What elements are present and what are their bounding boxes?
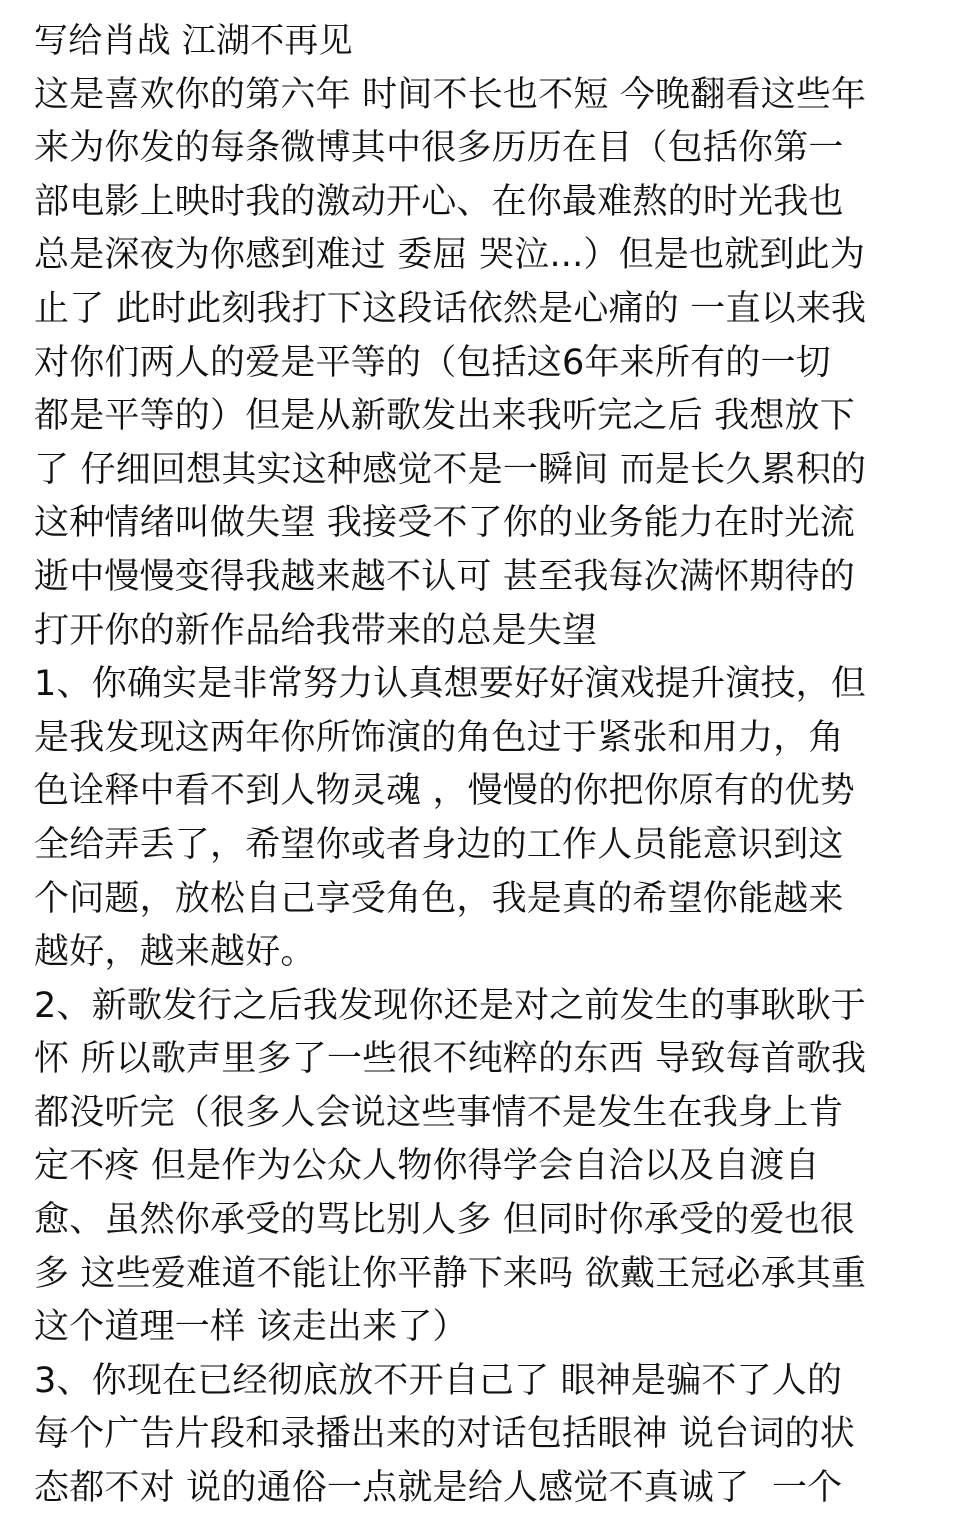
note-line: 色诠释中看不到人物灵魂 ，慢慢的你把你原有的优势	[34, 771, 855, 812]
note-line: 态都不对 说的通俗一点就是给人感觉不真诚了 一个	[34, 1468, 843, 1509]
note-line: 部电影上映时我的激动开心、在你最难熬的时光我也	[34, 181, 844, 222]
note-line: 多 这些爱难道不能让你平静下来吗 欲戴王冠必承其重	[34, 1253, 867, 1294]
note-line: 1、你确实是非常努力认真想要好好演戏提升演技，但	[34, 664, 867, 705]
note-line: 都是平等的）但是从新歌发出来我听完之后 我想放下	[34, 396, 855, 437]
note-line: 2、新歌发行之后我发现你还是对之前发生的事耿耿于	[34, 985, 867, 1026]
note-line: 是我发现这两年你所饰演的角色过于紧张和用力，角	[34, 717, 844, 758]
note-line: 了 仔细回想其实这种感觉不是一瞬间 而是长久累积的	[34, 449, 867, 490]
note-title: 写给肖战 江湖不再见	[34, 21, 353, 61]
note-line: 总是深夜为你感到难过 委屈 哭泣...）但是也就到此为	[34, 235, 866, 276]
note-line: 都没听完（很多人会说这些事情不是发生在我身上肯	[34, 1092, 844, 1133]
note-line: 对你们两人的爱是平等的（包括这6年来所有的一切	[34, 342, 831, 383]
note-line: 来为你发的每条微博其中很多历历在目（包括你第一	[34, 128, 844, 169]
note-line: 个问题，放松自己享受角色，我是真的希望你能越来	[34, 878, 844, 919]
note-line: 这种情绪叫做失望 我接受不了你的业务能力在时光流	[34, 503, 855, 544]
note-line: 全给弄丢了，希望你或者身边的工作人员能意识到这	[34, 824, 844, 865]
note-text-block	[34, 15, 938, 1516]
note-line: 止了 此时此刻我打下这段话依然是心痛的 一直以来我	[34, 288, 867, 329]
note-line: 定不疼 但是作为公众人物你得学会自洽以及自渡自	[34, 1146, 820, 1187]
note-line: 逝中慢慢变得我越来越不认可 甚至我每次满怀期待的	[34, 556, 855, 597]
note-line: 打开你的新作品给我带来的总是失望	[34, 610, 598, 651]
note-line: 怀 所以歌声里多了一些很不纯粹的东西 导致每首歌我	[34, 1039, 867, 1080]
note-line: 愈、虽然你承受的骂比别人多 但同时你承受的爱也很	[34, 1200, 855, 1241]
note-line: 越好，越来越好。	[34, 932, 316, 973]
note-line: 3、你现在已经彻底放不开自己了 眼神是骗不了人的	[34, 1360, 843, 1401]
note-line: 这个道理一样 该走出来了）	[34, 1307, 468, 1348]
note-line: 每个广告片段和录播出来的对话包括眼神 说台词的状	[34, 1414, 855, 1455]
note-line: 这是喜欢你的第六年 时间不长也不短 今晚翻看这些年	[34, 74, 867, 115]
